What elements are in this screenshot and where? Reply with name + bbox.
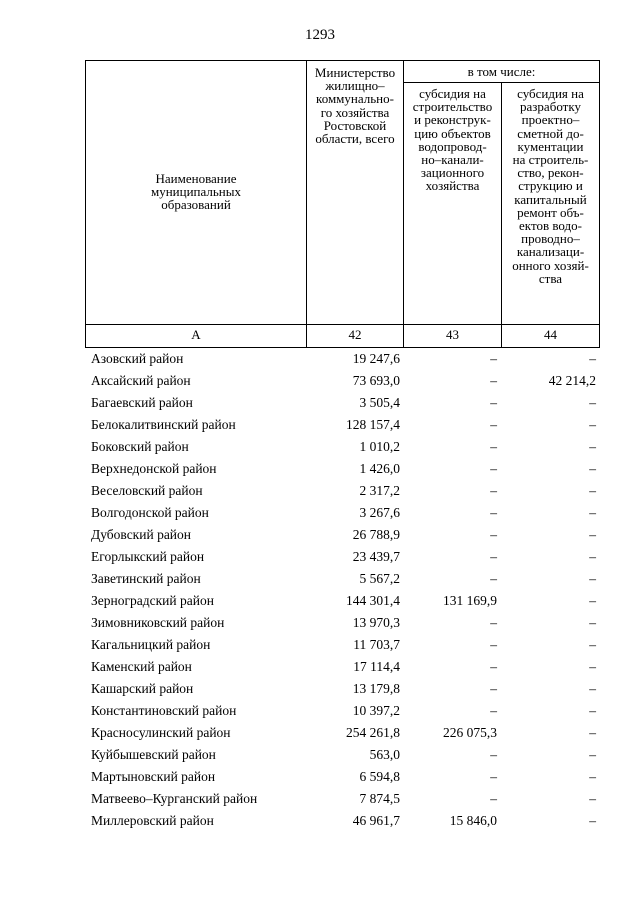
- table-row: [85, 612, 600, 634]
- subsidy-design-value: –: [589, 483, 596, 498]
- district-name: Константиновский район: [91, 703, 237, 718]
- district-name: Волгодонской район: [91, 505, 209, 520]
- district-name: Кашарский район: [91, 681, 194, 696]
- header-ministry-column: Министерство жилищно– коммунально- го хозяйства Ростовской области, всего: [314, 65, 396, 147]
- header-subsidy-design: субсидия на разработку проектно– сметной до- кументации на строитель- ство, рекон- струкцию и капитальный ремонт объ- ектов водо- проводно– канализаци- онного хозяй- ства: [512, 86, 589, 286]
- table-row: [85, 568, 600, 590]
- table-row: [85, 524, 600, 546]
- subsidy-construction-value: –: [490, 351, 497, 366]
- district-name: Азовский район: [91, 351, 184, 366]
- subsidy-design-value: –: [589, 505, 596, 520]
- district-name: Куйбышевский район: [91, 747, 216, 762]
- page-number: 1293: [305, 27, 335, 43]
- table-row: [85, 370, 600, 392]
- subsidy-design-value: –: [589, 813, 596, 828]
- ministry-total: 5 567,2: [359, 571, 400, 586]
- table-row: [85, 634, 600, 656]
- district-name: Каменский район: [91, 659, 192, 674]
- table-row: [85, 788, 600, 810]
- subsidy-design-value: –: [589, 461, 596, 476]
- table-row: [85, 590, 600, 612]
- table-row: [85, 348, 600, 370]
- subsidy-construction-value: –: [490, 747, 497, 762]
- subsidy-construction-value: –: [490, 395, 497, 410]
- subsidy-design-value: –: [589, 593, 596, 608]
- subsidy-construction-value: –: [490, 791, 497, 806]
- subsidy-construction-value: –: [490, 505, 497, 520]
- district-name: Мартыновский район: [91, 769, 216, 784]
- subsidy-construction-value: –: [490, 681, 497, 696]
- table-row: [85, 502, 600, 524]
- ministry-total: 1 426,0: [359, 461, 400, 476]
- col-number-44: 44: [544, 327, 557, 342]
- table-row: [85, 722, 600, 744]
- table-row: [85, 546, 600, 568]
- district-name: Егорлыкский район: [91, 549, 205, 564]
- table-body: [85, 348, 600, 832]
- subsidy-construction-value: –: [490, 527, 497, 542]
- ministry-total: 26 788,9: [352, 527, 400, 542]
- table-row: [85, 656, 600, 678]
- col-number-a: А: [191, 327, 201, 342]
- ministry-total: 13 179,8: [352, 681, 400, 696]
- subsidy-construction-value: –: [490, 373, 497, 388]
- subsidy-construction-value: –: [490, 571, 497, 586]
- table-row: [85, 678, 600, 700]
- subsidy-construction-value: –: [490, 659, 497, 674]
- district-name: Матвеево–Курганский район: [91, 791, 258, 806]
- table-row: [85, 744, 600, 766]
- subsidy-design-value: –: [589, 527, 596, 542]
- ministry-total: 73 693,0: [352, 373, 400, 388]
- subsidy-design-value: –: [589, 659, 596, 674]
- subsidy-design-value: –: [589, 351, 596, 366]
- ministry-total: 3 505,4: [359, 395, 400, 410]
- subsidy-construction-value: –: [490, 615, 497, 630]
- subsidy-construction-value: 131 169,9: [443, 593, 497, 608]
- ministry-total: 144 301,4: [346, 593, 400, 608]
- district-name: Белокалитвинский район: [91, 417, 236, 432]
- district-name: Красносулинский район: [91, 725, 231, 740]
- subsidy-design-value: –: [589, 703, 596, 718]
- district-name: Зерноградский район: [91, 593, 214, 608]
- ministry-total: 1 010,2: [359, 439, 400, 454]
- ministry-total: 6 594,8: [359, 769, 400, 784]
- subsidy-design-value: –: [589, 615, 596, 630]
- ministry-total: 2 317,2: [359, 483, 400, 498]
- district-name: Багаевский район: [91, 395, 193, 410]
- subsidy-construction-value: –: [490, 483, 497, 498]
- district-name: Боковский район: [91, 439, 189, 454]
- ministry-total: 13 970,3: [352, 615, 400, 630]
- ministry-total: 254 261,8: [346, 725, 400, 740]
- table-row: [85, 392, 600, 414]
- subsidy-design-value: –: [589, 681, 596, 696]
- subsidy-design-value: 42 214,2: [548, 373, 596, 388]
- subsidy-construction-value: –: [490, 439, 497, 454]
- table-row: [85, 458, 600, 480]
- district-name: Веселовский район: [91, 483, 203, 498]
- table-header: [85, 60, 600, 347]
- subsidy-design-value: –: [589, 725, 596, 740]
- subsidy-design-value: –: [589, 637, 596, 652]
- subsidy-design-value: –: [589, 571, 596, 586]
- ministry-total: 3 267,6: [359, 505, 400, 520]
- subsidy-design-value: –: [589, 439, 596, 454]
- header-in-total: в том числе:: [467, 64, 536, 79]
- table-row: [85, 766, 600, 788]
- subsidy-construction-value: –: [490, 769, 497, 784]
- table-row: [85, 414, 600, 436]
- subsidy-construction-value: –: [490, 637, 497, 652]
- subsidy-design-value: –: [589, 417, 596, 432]
- col-number-42: 42: [348, 327, 362, 342]
- ministry-total: 7 874,5: [359, 791, 400, 806]
- subsidy-construction-value: 226 075,3: [443, 725, 497, 740]
- district-name: Верхнедонской район: [91, 461, 217, 476]
- district-name: Заветинский район: [91, 571, 201, 586]
- table-row: [85, 480, 600, 502]
- subsidy-construction-value: –: [490, 703, 497, 718]
- subsidy-design-value: –: [589, 791, 596, 806]
- district-name: Аксайский район: [91, 373, 191, 388]
- ministry-total: 10 397,2: [352, 703, 400, 718]
- subsidy-design-value: –: [589, 395, 596, 410]
- ministry-total: 563,0: [369, 747, 400, 762]
- district-name: Кагальницкий район: [91, 637, 211, 652]
- subsidy-construction-value: 15 846,0: [449, 813, 497, 828]
- ministry-total: 128 157,4: [346, 417, 400, 432]
- table-row: [85, 436, 600, 458]
- subsidy-construction-value: –: [490, 461, 497, 476]
- ministry-total: 11 703,7: [353, 637, 400, 652]
- col-number-43: 43: [446, 327, 459, 342]
- subsidy-construction-value: –: [490, 417, 497, 432]
- table-row: [85, 810, 600, 832]
- ministry-total: 23 439,7: [352, 549, 400, 564]
- subsidy-design-value: –: [589, 747, 596, 762]
- header-subsidy-construction: субсидия на строительство и реконструк- цию объектов водопровод- но–канали- зационного хозяйства: [412, 86, 493, 194]
- subsidy-design-value: –: [589, 769, 596, 784]
- subsidy-construction-value: –: [490, 549, 497, 564]
- subsidy-design-value: –: [589, 549, 596, 564]
- table-row: [85, 700, 600, 722]
- district-name: Миллеровский район: [91, 813, 214, 828]
- district-name: Зимовниковский район: [91, 615, 225, 630]
- district-name: Дубовский район: [91, 527, 192, 542]
- ministry-total: 46 961,7: [352, 813, 400, 828]
- ministry-total: 19 247,6: [352, 351, 400, 366]
- ministry-total: 17 114,4: [353, 659, 400, 674]
- header-name-column: Наименование муниципальных образований: [150, 171, 241, 213]
